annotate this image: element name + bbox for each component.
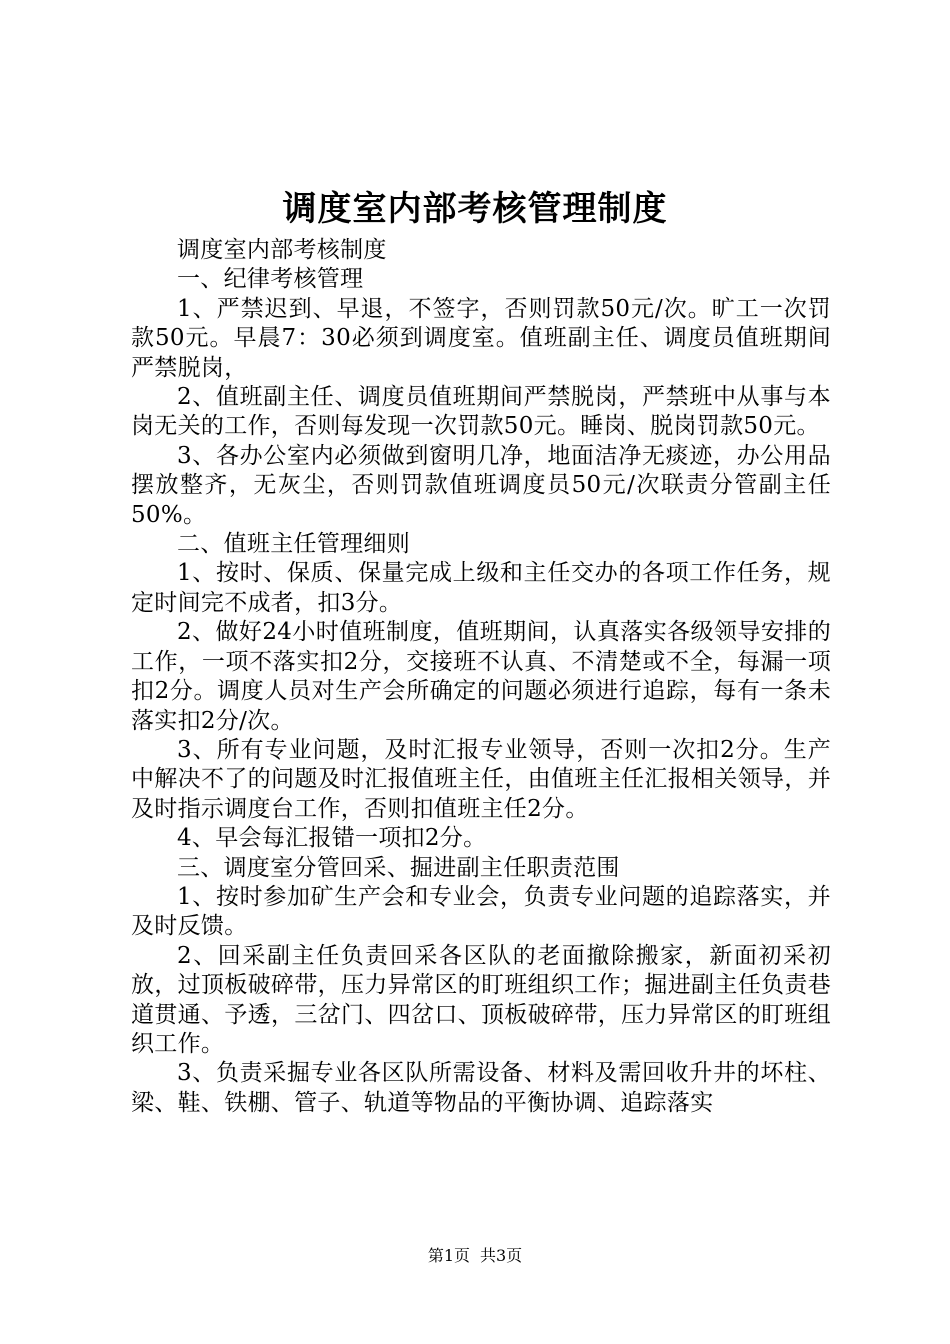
paragraph: 1、严禁迟到、早退，不签字，否则罚款50元/次。旷工一次罚款50元。早晨7：30必须到调度室。值班副主任、调度员值班期间严禁脱岗，: [131, 295, 831, 381]
paragraph: 4、早会每汇报错一项扣2分。: [177, 825, 487, 852]
section-heading: 三、调度室分管回采、掘进副主任职责范围: [177, 854, 620, 881]
paragraph: 3、负责采掘专业各区队所需设备、材料及需回收升井的坏柱、梁、鞋、铁棚、管子、轨道等物品的平衡协调、追踪落实: [131, 1060, 831, 1116]
paragraph: 2、回采副主任负责回采各区队的老面撤除搬家，新面初采初放，过顶板破碎带，压力异常区的盯班组织工作；掘进副主任负责巷道贯通、予透，三岔门、四岔口、顶板破碎带，压力异常区的盯班组织工作。: [131, 942, 831, 1057]
page-footer: [0, 1245, 950, 1267]
section-heading: 一、纪律考核管理: [177, 266, 364, 293]
document-body: [131, 236, 831, 1118]
page-total: 共3页: [480, 1246, 523, 1265]
paragraph: 3、各办公室内必须做到窗明几净，地面洁净无痰迹，办公用品摆放整齐，无灰尘，否则罚款值班调度员50元/次联责分管副主任50%。: [131, 442, 831, 528]
paragraph: 2、值班副主任、调度员值班期间严禁脱岗，严禁班中从事与本岗无关的工作，否则每发现一次罚款50元。睡岗、脱岗罚款50元。: [131, 384, 831, 440]
paragraph: 1、按时参加矿生产会和专业会，负责专业问题的追踪落实，并及时反馈。: [131, 883, 831, 940]
page-number: 第1页: [427, 1246, 470, 1265]
section-heading: 二、值班主任管理细则: [177, 531, 410, 558]
paragraph: 1、按时、保质、保量完成上级和主任交办的各项工作任务，规定时间完不成者，扣3分。: [131, 560, 831, 616]
document-title: 调度室内部考核管理制度: [282, 189, 668, 229]
paragraph: 3、所有专业问题，及时汇报专业领导，否则一次扣2分。生产中解决不了的问题及时汇报值班主任，由值班主任汇报相关领导，并及时指示调度台工作，否则扣值班主任2分。: [131, 736, 831, 822]
paragraph: 2、做好24小时值班制度，值班期间，认真落实各级领导安排的工作，一项不落实扣2分，交接班不认真、不清楚或不全，每漏一项扣2分。调度人员对生产会所确定的问题必须进行追踪，每有一条未落实扣2分/次。: [131, 619, 831, 734]
paragraph: 调度室内部考核制度: [177, 237, 387, 263]
